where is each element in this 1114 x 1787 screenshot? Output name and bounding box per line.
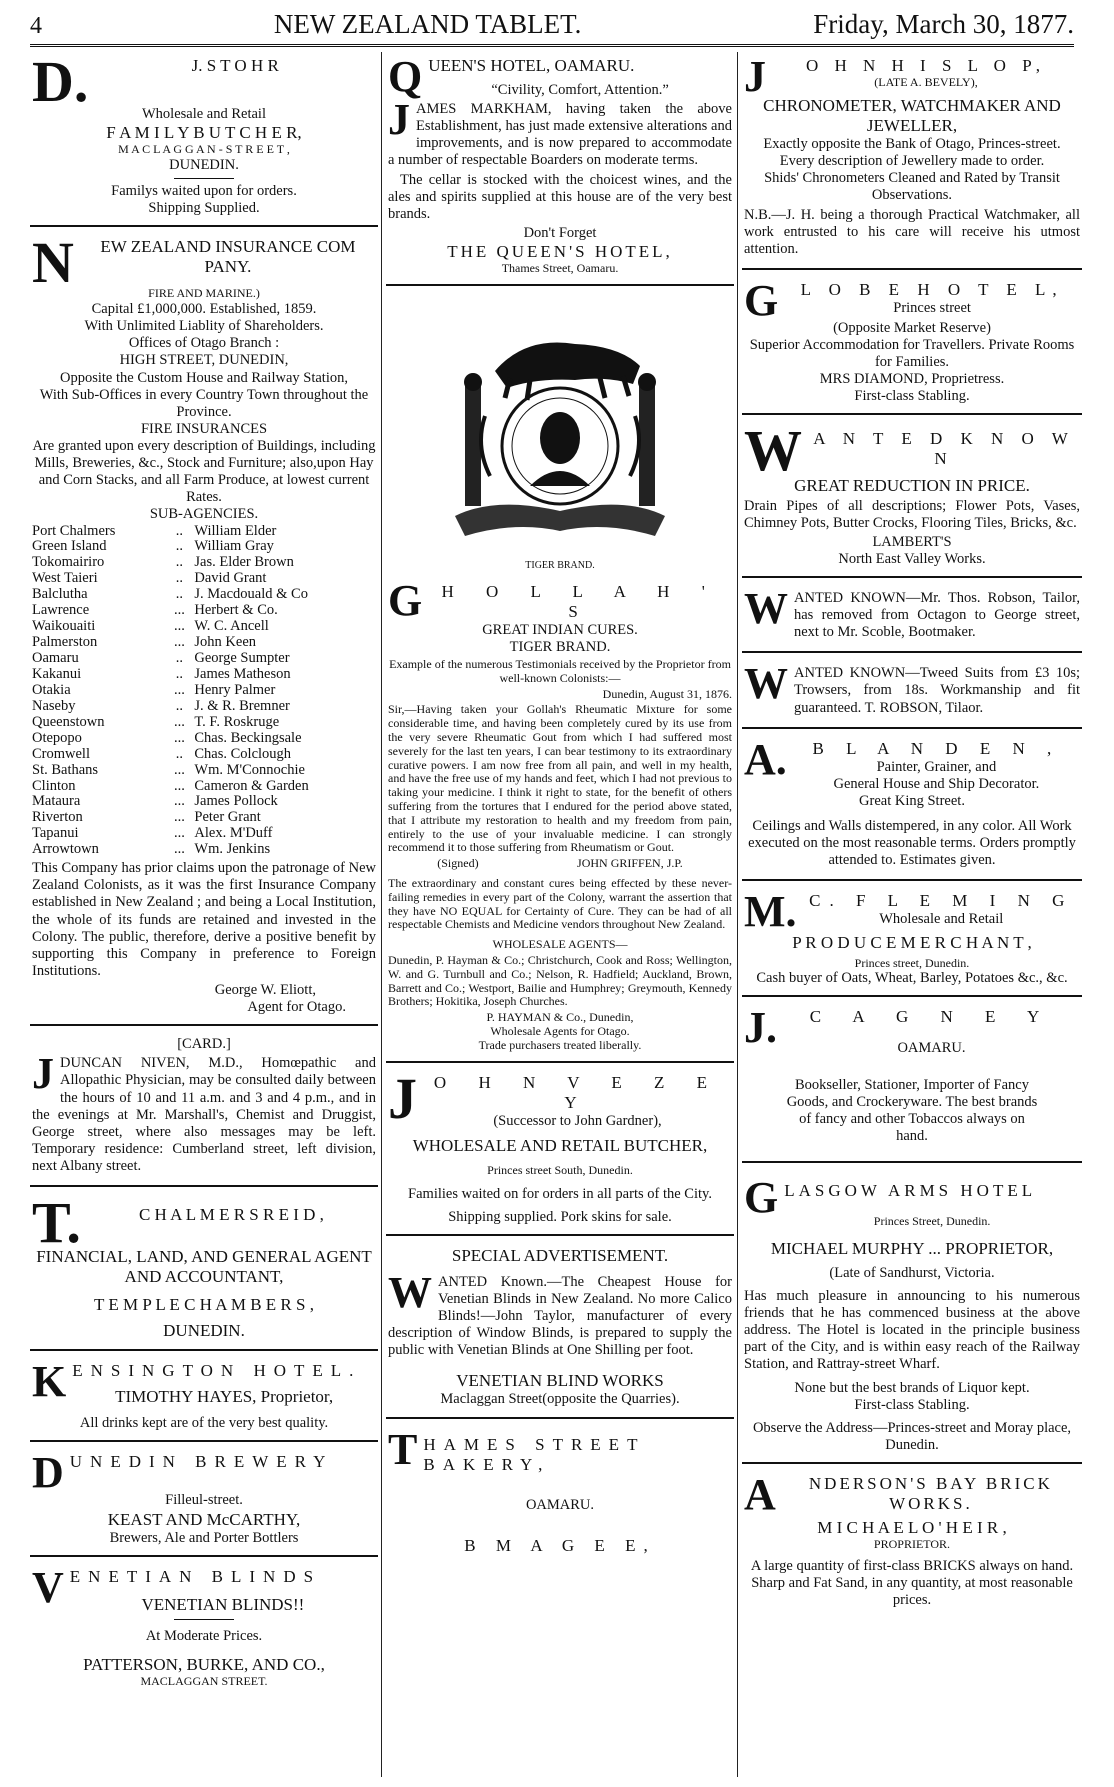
agency-dots: .. [175,697,184,714]
ad-body: ANTED KNOWN—Mr. Thos. Robson, Tailor, has removed from Octagon to George street, next to Mr. Scoble, Bootmaker. [794,589,1080,641]
ad-title: ENETIAN BLINDS [69,1566,322,1586]
ad-line: M I C H A E L O ' H E I R , [817,1518,1007,1538]
agency-row [32,555,376,571]
agency-agent: William Gray [194,538,274,555]
ad-line: General House and Ship Decorator. [833,775,1040,792]
ad-signature: George W. Eliott, [214,981,316,998]
ad-title: O H N H I S L O P, [805,56,1047,75]
ad-john-hislop [742,52,1082,270]
agency-agent: J. & R. Bremner [194,697,290,714]
agency-row [32,699,376,715]
ad-line: Sharp and Fat Sand, in any quantity, at most reasonable prices. [751,1575,1073,1609]
drop-initial: A. [744,734,787,784]
agency-dots: ... [173,809,185,826]
ad-line: OAMARU. [525,1496,595,1513]
ad-line: Great King Street. [859,792,965,809]
ad-body: AMES MARKHAM, having taken the above Establishment, has just made extensive alterations and improvements, and is now prepared to accommodate a number of respectable Boarders on moderate terms. [388,101,732,169]
ad-line: PATTERSON, BURKE, AND CO., [83,1654,325,1674]
drop-initial: J [744,52,766,101]
ad-line: Shids' Chronometers Cleaned and Rated by Transit Observations. [764,170,1060,204]
ad-title: B L A N D E N , [812,738,1061,758]
ad-line: FIRE INSURANCES [140,420,268,437]
ad-line: VENETIAN BLINDS!! [141,1594,305,1614]
agency-agent: James Matheson [194,665,291,682]
agency-agent: Chas. Colclough [194,745,292,762]
agency-row [32,571,376,587]
agency-row [32,619,376,635]
ad-title: C H A L M E R S R E I D , [138,1205,324,1225]
agency-town: Kakanui [32,665,82,682]
ad-gollah-cures [386,292,734,1063]
ad-line: KEAST AND McCARTHY, [107,1509,301,1529]
ad-line: MICHAEL MURPHY ... PROPRIETOR, [770,1238,1054,1258]
drop-initial: Q [388,52,423,101]
ad-line: Observe the Address—Princes-street and Moray place, Dunedin. [752,1419,1072,1453]
drop-initial: W [744,583,788,633]
ad-title: L O B E H O T E L, [800,279,1064,299]
ad-line: CHRONOMETER, WATCHMAKER AND JEWELLER, [763,96,1061,136]
drop-initial: K [32,1357,67,1407]
ad-blanden [742,735,1082,882]
agency-agent: Jas. Elder Brown [194,554,294,571]
agency-dots: ... [173,761,185,778]
agency-dots: .. [175,522,184,539]
ad-line: “Civility, Comfort, Attention.” [491,82,669,99]
drop-initial: M. [744,887,797,937]
agency-town: Cromwell [32,745,90,762]
agency-dots: ... [173,729,185,746]
drop-initial: A [744,1470,776,1520]
agency-agent: David Grant [194,570,267,587]
page-header [30,10,1074,47]
ad-line: With Unlimited Liablity of Shareholders. [84,318,324,335]
agency-row [32,667,376,683]
agency-row [32,683,376,699]
agency-agent: Wm. M'Connochie [194,761,305,778]
agency-dots: .. [175,665,184,682]
agency-town: Green Island [32,538,107,555]
ad-body: Has much pleasure in announcing to his numerous friends that he has commenced business at the above address. The Hotel is located in the principle business part of the City, and is within easy reach of the Railway Station, and Rattray-street Wharf. [744,1288,1080,1373]
issue-date: Friday, March 30, 1877. [813,9,1074,39]
ad-title: SPECIAL ADVERTISEMENT. [451,1245,669,1265]
drop-initial: G [388,575,423,625]
agency-town: Palmerston [32,634,98,651]
ad-lambert [742,418,1082,578]
ad-title: HAMES STREET BAKERY, [423,1434,646,1474]
ad-title: A N T E D K N O W N [813,429,1075,469]
drop-initial: T [388,1424,418,1474]
sub-agencies-table [32,524,376,859]
ad-thames-street-bakery [386,1425,734,1560]
ad-special-venetian [386,1242,734,1419]
agency-agent: T. F. Roskruge [194,713,280,730]
agency-dots: ... [173,793,185,810]
ad-line: P R O D U C E M E R C H A N T , [792,932,1032,952]
ad-line: [CARD.] [177,1036,231,1053]
ad-line: SUB-AGENCIES. [149,506,259,523]
ad-line: F A M I L Y B U T C H E R, [106,123,302,143]
ad-body: Sir,—Having taken your Gollah's Rheumatic Mixture for some considerable time, and having been completely cured by its use from the very severe Rheumatic Gout from which I had suffered most severely for the last ten years, I can bear testimony to its extraordinary curative powers. I am now free from all pain, and well in my health, and have the free use of my hands and feet, which I had not previous to taking your medicine. I think it right to state, for the benefit of others suffering from the tortures that I endured for the period above stated, that I attribute my restoration to health and my freedom from pain, entirely to the use of your invaluable medicine. I can strongly recommend it to those suffering from Rheumatism or Gout. [388,702,732,855]
ad-line: THE QUEEN'S HOTEL, [447,242,673,262]
agency-dots: ... [173,841,185,858]
ad-line: Trade purchasers treated liberally. [478,1037,642,1052]
agency-row [32,842,376,858]
ad-line: Every description of Jewellery made to order. [779,153,1045,170]
agency-dots: .. [175,650,184,666]
drop-initial: J [388,95,410,145]
ad-line: Are granted upon every description of Buildings, including Mills, Breweries, &c., Stock and Furniture; also,upon Hay and Corn Stacks, and all Farm Produce, at lowest current Rates. [32,437,376,506]
agency-row [32,779,376,795]
ad-line: Wholesale Agents for Otago. [490,1023,630,1038]
column-1 [30,52,378,1777]
agency-dots: ... [173,713,185,730]
ad-line: Exactly opposite the Bank of Otago, Princes-street. [763,136,1061,153]
ad-line: Superior Accommodation for Travellers. Private Rooms for Families. [749,336,1075,371]
drop-initial: W [744,418,802,484]
agency-row [32,826,376,842]
ad-line: Wholesale and Retail [879,911,1004,928]
ad-line: OAMARU. [897,1039,966,1056]
ad-title: H O L L A H ' S [441,581,719,621]
agency-row [32,731,376,747]
ad-title: UNEDIN BREWERY [69,1452,334,1472]
agency-town: Queenstown [32,713,105,730]
ad-line: B M A G E E, [464,1535,656,1555]
ad-line: (LATE A. BEVELY), [874,75,978,90]
agency-row [32,715,376,731]
agency-dots: ... [173,602,185,619]
agency-row [32,794,376,810]
agency-town: Otakia [32,681,71,698]
ad-line: PROPRIETOR. [873,1537,951,1552]
ad-line: (Opposite Market Reserve) [833,319,991,336]
agency-agent: George Sumpter [194,650,290,666]
agency-town: St. Bathans [32,761,99,778]
ad-line: Maclaggan Street(opposite the Quarries). [440,1391,680,1408]
ad-line: Families waited on for orders in all parts of the City. [408,1185,712,1202]
ad-line: None but the best brands of Liquor kept. [794,1379,1030,1396]
agency-dots: ... [173,777,185,794]
column-2 [386,52,734,1777]
ad-line: Familys waited upon for orders. [111,183,297,200]
agency-row [32,603,376,619]
agency-dots: .. [175,586,184,603]
drop-initial: G [744,1173,779,1223]
ad-body: DUNCAN NIVEN, M.D., Homœpathic and Allopathic Physician, may be consulted daily between the hours of 10 and 11 a.m. and 3 and 4 p.m., and in the evenings at Mr. Marshall's, Chemist and Druggist, George street, where also messages may be left. Temporary residence: Cumberland street, left division, next Albany street. [32,1055,376,1174]
ad-line: FINANCIAL, LAND, AND GENERAL AGENT AND ACCOUNTANT, [36,1247,372,1287]
agency-row [32,587,376,603]
ad-line: All drinks kept are of the very best quality. [79,1415,329,1432]
ad-line: GREAT REDUCTION IN PRICE. [794,475,1030,495]
ad-line: Thames Street, Oamaru. [501,261,619,276]
ad-line: Offices of Otago Branch : [128,335,280,352]
ad-line: Don't Forget [523,224,597,241]
ad-title: LASGOW ARMS HOTEL [784,1181,1037,1201]
ad-stohr [30,52,378,227]
ad-body: ANTED Known.—The Cheapest House for Venetian Blinds in New Zealand. No more Calico Blinds!—John Taylor, manufacturer of every description of Window Blinds, is prepared to supply the public with Venetian Blinds at One Shilling per foot. [388,1273,732,1359]
ad-nz-insurance [30,230,378,1026]
drop-initial: D [32,1448,64,1498]
agency-dots: ... [173,681,185,698]
ad-line: DUNEDIN. [169,156,239,173]
drop-initial: T. [32,1190,81,1256]
agency-agent: Herbert & Co. [194,602,278,619]
ad-body: This Company has prior claims upon the patronage of New Zealand Colonists, as it was the first Insurance Company established in New Zealand ; and being a Local Institution, the whole of its funds are retained and invested in the Colony. The public, therefore, derive a positive benefit by supporting this Company in preference to Foreign Institutions. [32,860,376,979]
ad-andersons-bay-brick [742,1470,1082,1613]
ad-title: O H N V E Z E Y [433,1072,722,1112]
agency-row [32,524,376,540]
ad-line: Filleul-street. [165,1492,243,1509]
ad-title: EW ZEALAND INSURANCE COM PANY. [100,237,356,277]
agency-town: Mataura [32,793,81,810]
ad-line: DUNEDIN. [163,1321,245,1341]
agency-agent: W. C. Ancell [194,618,269,635]
ad-line: First-class Stabling. [854,1396,970,1413]
ad-line: VENETIAN BLIND WORKS [456,1371,664,1391]
ad-title: C. F L E M I N G [809,891,1074,911]
agency-row [32,763,376,779]
agency-town: Port Chalmers [32,522,116,539]
ad-venetian-blinds [30,1563,378,1693]
column-divider [737,52,738,1777]
ad-line: (Signed) [437,856,479,871]
ad-line: TIGER BRAND. [509,638,611,655]
agency-dots: .. [175,745,184,762]
ad-line: LAMBERT'S [872,533,952,550]
ad-line: Wholesale and Retail [141,106,266,122]
ad-line: TIMOTHY HAYES, Proprietor, [115,1387,334,1407]
column-3 [742,52,1082,1777]
drop-initial: G [744,275,779,325]
ad-kensington [30,1357,378,1442]
drop-initial: D. [32,52,89,114]
ad-glasgow-arms [742,1169,1082,1464]
ad-line: Princes street South, Dunedin. [487,1162,633,1177]
ad-title: ENSINGTON HOTEL. [72,1361,362,1381]
ad-globe-hotel [742,276,1082,416]
ad-title: J. S T O H R [191,56,279,75]
agency-agent: J. Macdouald & Co [194,586,308,603]
ad-john-vezey [386,1065,734,1236]
agency-town: Balclutha [32,586,88,603]
ad-body: Ceilings and Walls distempered, in any color. All Work executed on the most reasonable terms. Orders promptly attended to. Estimates given. [748,818,1076,869]
drop-initial: J [388,1065,417,1131]
agency-row [32,539,376,555]
agency-row [32,635,376,651]
ad-niven [30,1032,378,1187]
ad-line: (Successor to John Gardner), [493,1112,662,1129]
ad-fleming [742,887,1082,997]
ad-body: Bookseller, Stationer, Importer of Fancy Goods, and Crockeryware. The best brands of fancy and other Tobaccos always on hand. [786,1076,1038,1144]
ad-line: With Sub-Offices in every Country Town throughout the Province. [39,386,369,420]
ad-signature: Agent for Otago. [247,999,346,1016]
ad-dunedin-brewery [30,1448,378,1556]
ad-line: Shipping Supplied. [148,200,260,217]
agency-agent: Henry Palmer [194,681,276,698]
newspaper-title: NEW ZEALAND TABLET. [273,9,582,39]
ad-line: Cash buyer of Oats, Wheat, Barley, Potatoes &c., &c. [756,970,1068,987]
ad-line: Brewers, Ale and Porter Bottlers [109,1529,299,1546]
agency-dots: ... [173,618,185,635]
ad-line: A large quantity of first-class BRICKS always on hand. [750,1557,1074,1574]
agency-agent: William Elder [194,522,277,539]
agency-agent: Cameron & Garden [194,777,309,794]
ad-title: UEEN'S HOTEL, OAMARU. [428,56,635,75]
agency-town: Otepopo [32,729,82,746]
agency-town: Riverton [32,809,83,826]
ad-line: MACLAGGAN STREET. [140,1673,268,1688]
ad-line: First-class Stabling. [854,388,970,405]
agency-dots: .. [175,554,184,571]
agency-dots: .. [175,538,184,555]
agency-town: Waikouaiti [32,618,96,635]
ad-line: Shipping supplied. Pork skins for sale. [448,1208,672,1225]
ad-robson-removal [742,584,1082,653]
ad-body: ANTED KNOWN—Tweed Suits from £3 10s; Trowsers, from 18s. Workmanship and fit guaranteed. T. ROBSON, Tilaor. [794,665,1080,716]
agency-dots: .. [175,570,184,587]
ad-line: MRS DIAMOND, Proprietress. [819,371,1005,388]
ad-title: NDERSON'S BAY BRICK WORKS. [808,1474,1053,1514]
ad-line: (Late of Sandhurst, Victoria. [829,1264,995,1281]
page-number: 4 [30,13,42,39]
ad-body: N.B.—J. H. being a thorough Practical Watchmaker, all work entrusted to his care will receive his utmost attention. [744,206,1080,257]
ad-signature: JOHN GRIFFEN, J.P. [577,856,683,871]
drop-initial: W [388,1267,432,1317]
agency-agent: Peter Grant [194,809,261,826]
ad-queens-hotel [386,52,734,286]
ad-line: At Moderate Prices. [145,1627,263,1644]
ad-line: HIGH STREET, DUNEDIN, [119,352,289,369]
image-caption: TIGER BRAND. [525,559,595,571]
ad-line: Painter, Grainer, and [876,758,997,775]
column-divider [381,52,382,1777]
ad-body: The cellar is stocked with the choicest wines, and the ales and spirits supplied at this house are of the very best brands. [388,171,732,222]
ad-robson-suits [742,659,1082,728]
agency-agent: John Keen [194,634,257,651]
ad-line: North East Valley Works. [838,550,986,567]
agency-row [32,651,376,667]
agency-town: Arrowtown [32,841,99,858]
ad-line: M A C L A G G A N - S T R E E T , [118,142,290,157]
drop-initial: J. [744,1003,777,1053]
agency-row [32,810,376,826]
ad-line: Example of the numerous Testimonials received by the Proprietor from well-known Colonists:— [389,656,731,685]
ad-line: P. HAYMAN & Co., Dunedin, [486,1010,634,1025]
drop-initial: W [744,659,788,709]
agency-agent: James Pollock [194,793,278,810]
ad-line: Opposite the Custom House and Railway Station, [60,369,348,386]
ad-line: Princes street [893,299,971,316]
ad-line: WHOLESALE AND RETAIL BUTCHER, [412,1135,708,1155]
drop-initial: V [32,1562,64,1612]
ad-line: Capital £1,000,000. Established, 1859. [91,301,317,318]
ad-line: Princes street, Dunedin. [854,955,970,970]
ad-line: T E M P L E C H A M B E R S , [94,1295,314,1315]
agency-row [32,747,376,763]
agency-town: Oamaru [32,650,79,666]
agency-agent: Wm. Jenkins [194,841,271,858]
ad-chalmers-reid [30,1190,378,1351]
ad-line: WHOLESALE AGENTS— [492,937,628,952]
agency-town: Lawrence [32,602,90,619]
ad-body: The extraordinary and constant cures being effected by these never-failing remedies in every part of the Colony, warrant the assertion that they have NO EQUAL for Certainty of Cure. They can be had of all respectable Chemists and Medicine vendors throughout New Zealand. [388,875,732,932]
agency-dots: ... [173,825,185,842]
agency-town: Clinton [32,777,76,794]
agency-dots: ... [173,634,185,651]
agency-town: Naseby [32,697,76,714]
ad-line: Princes Street, Dunedin. [873,1214,991,1229]
agency-agent: Chas. Beckingsale [194,729,302,746]
drop-initial: J [32,1049,54,1099]
ad-cagney [742,1003,1082,1163]
ad-body: Dunedin, P. Hayman & Co.; Christchurch, Cook and Ross; Wellington, W. and G. Turnbull and Co.; Nelson, R. Hadfield; Auckland, Brown, Barrett and Co.; Westport, Bailie and Humphrey; Greymouth, Kennedy Brothers; Hokitika, Joseph Churches. [388,952,732,1009]
tiger-brand-emblem-icon [435,316,685,556]
ad-line: FIRE AND MARINE.) [148,286,260,301]
agency-town: West Taieri [32,570,98,587]
agency-agent: Alex. M'Duff [194,825,273,842]
drop-initial: N [32,230,74,296]
ad-line: Dunedin, August 31, 1876. [602,686,732,701]
ad-line: GREAT INDIAN CURES. [482,621,638,638]
ad-body: Drain Pipes of all descriptions; Flower Pots, Vases, Chimney Pots, Butter Crocks, Flooring Tiles, Bricks, &c. [744,497,1080,531]
agency-town: Tapanui [32,825,79,842]
ad-title: C A G N E Y [809,1007,1054,1027]
agency-town: Tokomairiro [32,554,105,571]
